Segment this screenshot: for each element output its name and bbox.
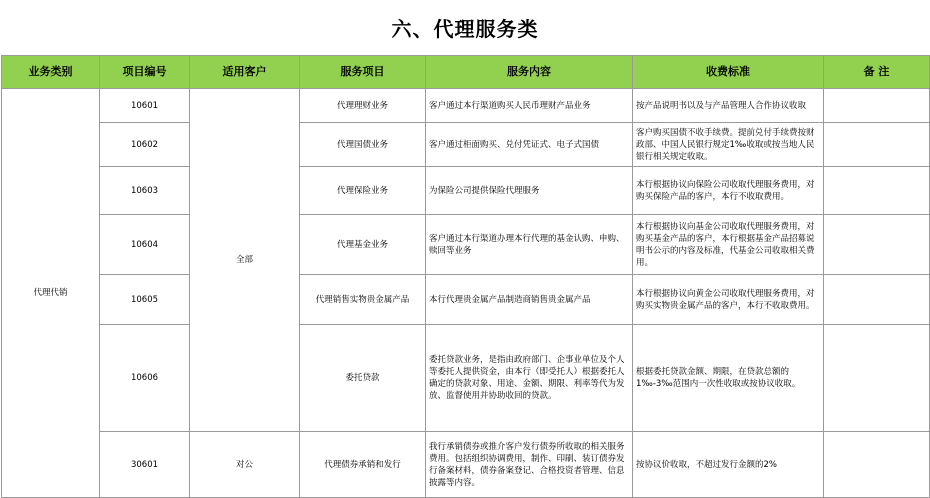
remark-cell <box>824 123 930 167</box>
item-cell: 代理债券承销和发行 <box>300 432 426 498</box>
header-row <box>2 56 930 89</box>
content-cell: 委托贷款业务，是指由政府部门、企事业单位及个人等委托人提供资金，由本行（即受托人）根据委托人确定的贷款对象、用途、金额、期限、利率等代为发放、监督使用并协助收回的贷款。 <box>426 325 633 432</box>
fee-cell: 根据委托贷款金额、期限，在贷款总额的1‰-3‰范围内一次性收取或按协议收取。 <box>633 325 824 432</box>
customer-cell: 对公 <box>190 432 300 498</box>
header-customer: 适用客户 <box>190 56 300 89</box>
remark-cell <box>824 432 930 498</box>
item-cell: 代理保险业务 <box>300 167 426 215</box>
table-row <box>2 215 930 275</box>
content-cell: 为保险公司提供保险代理服务 <box>426 167 633 215</box>
header-remark: 备 注 <box>824 56 930 89</box>
header-fee: 收费标准 <box>633 56 824 89</box>
code-cell: 30601 <box>100 432 190 498</box>
fee-cell: 本行根据协议向基金公司收取代理服务费用，对购买基金产品的客户，本行根据基金产品招募说明书公示的内容及标准，代基金公司收取相关费用。 <box>633 215 824 275</box>
table-row <box>2 432 930 498</box>
code-cell: 10603 <box>100 167 190 215</box>
table-row <box>2 325 930 432</box>
fee-cell: 按协议价收取，不超过发行金额的2% <box>633 432 824 498</box>
item-cell: 代理理财业务 <box>300 89 426 123</box>
category-cell: 代理代销 <box>2 89 100 498</box>
item-cell: 代理基金业务 <box>300 215 426 275</box>
remark-cell <box>824 275 930 325</box>
item-cell: 委托贷款 <box>300 325 426 432</box>
table-row <box>2 275 930 325</box>
code-cell: 10602 <box>100 123 190 167</box>
header-code: 项目编号 <box>100 56 190 89</box>
customer-cell: 全部 <box>190 89 300 432</box>
content-cell: 客户通过本行渠道购买人民币理财产品业务 <box>426 89 633 123</box>
table-row <box>2 89 930 123</box>
item-cell: 代理销售实物贵金属产品 <box>300 275 426 325</box>
remark-cell <box>824 167 930 215</box>
header-content: 服务内容 <box>426 56 633 89</box>
fee-table <box>1 55 930 498</box>
remark-cell <box>824 89 930 123</box>
content-cell: 本行代理贵金属产品制造商销售贵金属产品 <box>426 275 633 325</box>
content-cell: 我行承销债券或推介客户发行债券所收取的相关服务费用。包括组织协调费用，制作、印刷、装订债券发行备案材料，债券备案登记、合格投资者管理、信息披露等内容。 <box>426 432 633 498</box>
fee-cell: 按产品说明书以及与产品管理人合作协议收取 <box>633 89 824 123</box>
header-item: 服务项目 <box>300 56 426 89</box>
code-cell: 10604 <box>100 215 190 275</box>
code-cell: 10601 <box>100 89 190 123</box>
fee-cell: 本行根据协议向黄金公司收取代理服务费用，对购买实物贵金属产品的客户，本行不收取费用。 <box>633 275 824 325</box>
table-row <box>2 167 930 215</box>
item-cell: 代理国债业务 <box>300 123 426 167</box>
table-row <box>2 123 930 167</box>
header-category: 业务类别 <box>2 56 100 89</box>
fee-cell: 客户购买国债不收手续费。提前兑付手续费按财政部、中国人民银行规定1‰收取或按当地人民银行相关规定收取。 <box>633 123 824 167</box>
remark-cell <box>824 215 930 275</box>
fee-cell: 本行根据协议向保险公司收取代理服务费用，对购买保险产品的客户，本行不收取费用。 <box>633 167 824 215</box>
code-cell: 10606 <box>100 325 190 432</box>
content-cell: 客户通过本行渠道办理本行代理的基金认购、申购、赎回等业务 <box>426 215 633 275</box>
remark-cell <box>824 325 930 432</box>
page-title: 六、代理服务类 <box>391 17 539 41</box>
content-cell: 客户通过柜面购买、兑付凭证式、电子式国债 <box>426 123 633 167</box>
code-cell: 10605 <box>100 275 190 325</box>
